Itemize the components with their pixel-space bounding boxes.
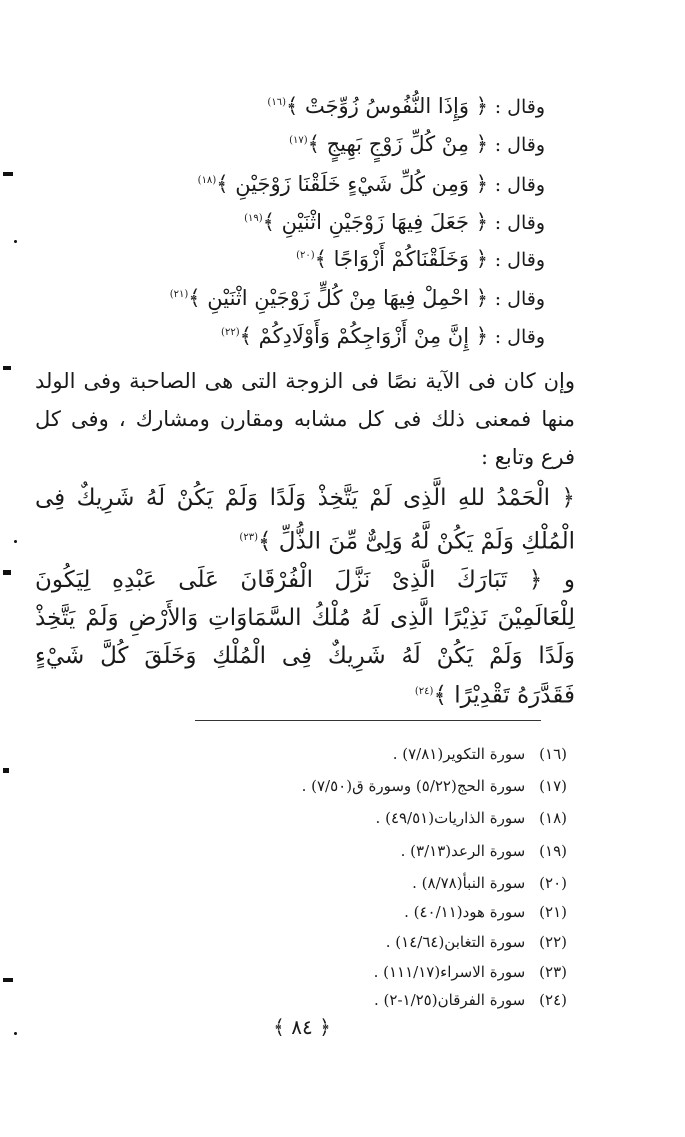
footnote [167,776,567,796]
footnote [167,873,567,893]
quote-2-line-3: وَلَدًا وَلَمْ يَكُنْ لَهُ شَرِيكٌ فِى الْمُلْكِ وَخَلَقَ كُلَّ شَيْءٍ [35,643,575,669]
footnote-ref: (١٧) [289,135,308,146]
scan-mark [3,768,9,773]
footnote-ref: (٢٠) [296,250,315,261]
scan-dot [14,1032,17,1035]
scan-dot [14,540,17,543]
verse-lead: وقال : [494,96,545,118]
verse-text: ﴿ وَخَلَقْنَاكُمْ أَزْوَاجًا ﴾ [314,247,489,271]
quote-2-line-1: و ﴿ تَبَارَكَ الَّذِىْ نَزَّلَ الْفُرْقَانَ عَلَى عَبْدِهِ لِيَكُونَ [35,567,575,593]
footnote-number: (٢٠) [539,874,567,892]
footnote-number: (١٩) [539,842,567,860]
footnote-ref: (٢٢) [221,327,240,338]
verse-line-5 [65,241,545,275]
footnote-text: سورة الرعد(٣/١٣) . [400,842,526,860]
verse-lead: وقال : [494,134,545,156]
verse-line-2 [65,126,545,160]
footnote-number: (٢٢) [539,933,567,951]
footnote [167,808,567,828]
quote-1-line-2 [35,518,575,562]
footnote [167,841,567,861]
scan-dot [14,240,17,243]
footnote-text: سورة التغابن(١٤/٦٤) . [385,933,526,951]
footnote [167,932,567,952]
footnote-number: (٢١) [539,903,567,921]
verse-line-3 [65,166,545,200]
verse-lead: وقال : [494,288,545,310]
verse-lead: وقال : [494,174,545,196]
verse-lead: وقال : [494,249,545,271]
quote-2-line-4 [35,672,575,716]
footnote-text: سورة النبأ(٨/٧٨) . [412,874,526,892]
verse-lead: وقال : [494,326,545,348]
verse-text: ﴿ إِنَّ مِنْ أَزْوَاجِكُمْ وَأَوْلَادِكُمْ ﴾ [239,324,489,348]
scan-mark [3,570,11,575]
footnote-number: (٢٣) [539,963,567,981]
footnote [167,902,567,922]
footnote-ref: (١٨) [197,175,217,186]
footnote-number: (١٨) [539,809,567,827]
footnote-ref: (٢٤) [414,686,434,697]
footnote-text: سورة التكوير(٧/٨١) . [392,745,526,763]
footnote [167,744,567,764]
footnote-number: (٢٤) [539,991,567,1009]
quote-text: فَقَدَّرَهُ تَقْدِيْرًا ﴾ [433,682,575,709]
verse-line-4 [65,204,545,238]
footnote-text: سورة الاسراء(١١١/١٧) . [373,963,526,981]
footnote-text: سورة هود(٤٠/١١) . [404,903,526,921]
verse-text: ﴿ احْمِلْ فِيهَا مِنْ كُلٍّ زَوْجَيْنِ اثْنَيْنِ ﴾ [188,286,489,310]
page-number: ﴿ ٨٤ ﴾ [273,1015,331,1039]
scan-mark [3,978,13,982]
verse-text: ﴿ مِنْ كُلِّ زَوْجٍ بَهِيجٍ ﴾ [307,132,489,156]
scan-mark [3,366,11,370]
footnote-ref: (٢١) [169,289,189,300]
footnote-number: (١٦) [539,745,567,763]
verse-line-1 [65,88,545,122]
footnote-ref: (٢٣) [239,532,258,543]
footnote [167,962,567,982]
footnote-text: سورة الفرقان(١/٢٥-٢) . [373,991,526,1009]
verse-text: ﴿ وَمِن كُلِّ شَيْءٍ خَلَقْنَا زَوْجَيْنِ ﴾ [216,172,489,196]
verse-text: ﴿ وَإِذَا النُّفُوسُ زُوِّجَتْ ﴾ [285,94,489,118]
quote-1-line-1: ﴿ الْحَمْدُ للهِ الَّذِى لَمْ يَتَّخِذْ وَلَدًا وَلَمْ يَكُنْ لَهُ شَرِيكٌ فِى [35,485,575,511]
quote-text: الْمُلْكِ وَلَمْ يَكُنْ لَّهُ وَلِىٌّ مِّنَ الذُّلِّ ﴾ [257,528,575,555]
body-paragraph: وإن كان فى الآية نصًا فى الزوجة التى هى الصاحبة وفى الولد منها فمعنى ذلك فى كل مشابه ومقارن ومشارك ، وفى كل فرع وتابع : [35,369,575,469]
quote-2-line-2: لِلْعَالَمِيْنَ نَذِيْرًا الَّذِى لَهُ مُلْكُ السَّمَاوَاتِ وَالأَرْضِ وَلَمْ يَتَّخِذْ [35,605,575,631]
verse-line-7 [65,318,545,352]
footnote-ref: (١٦) [267,97,286,108]
footnote [167,990,567,1010]
footnote-divider [195,720,541,721]
verse-line-6 [65,280,545,314]
footnote-text: سورة الذاريات(٤٩/٥١) . [375,809,526,827]
footnote-number: (١٧) [539,777,567,795]
verse-lead: وقال : [494,212,545,234]
footnote-text: سورة الحج(٥/٢٢) وسورة ق(٧/٥٠) . [301,777,526,795]
footnote-ref: (١٩) [244,213,263,224]
verse-text: ﴿ جَعَلَ فِيهَا زَوْجَيْنِ اثْنَيْنِ ﴾ [262,210,489,234]
scan-mark [3,172,13,176]
